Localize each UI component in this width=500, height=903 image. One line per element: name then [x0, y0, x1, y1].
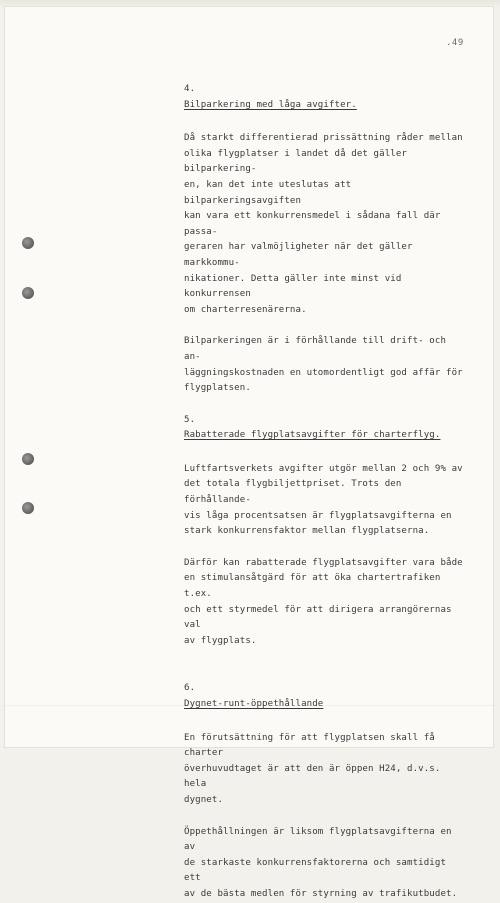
page-number: .49	[446, 38, 464, 48]
section-6	[184, 681, 464, 902]
punch-hole	[22, 502, 34, 514]
section-number: 6.	[184, 683, 196, 694]
section-4	[184, 82, 464, 397]
section-5	[184, 413, 464, 650]
section-heading: Bilparkering med låga avgifter.	[184, 99, 357, 110]
paragraph: Bilparkeringen är i förhållande till drift- och an- läggningskostnaden en utomordentligt god affär för flygplatsen.	[184, 336, 463, 394]
section-number: 4.	[184, 84, 196, 94]
paragraph: Då starkt differentierad prissättning råder mellan olika flygplatser i landet då det gäller bilparkering- en, kan det inte uteslutas att bilparkeringsavgiften kan vara ett konkurrensmedel i sådana fall där passa- geraren har valmöjligheter när det gäller markkommu- nikationer. Detta gäller inte minst vid konkurrensen om charterresenärerna.	[184, 133, 463, 315]
paragraph: Därför kan rabatterade flygplatsavgifter vara både en stimulansåtgärd för att öka chartertrafiken t.ex. och ett styrmedel för att dirigera arrangörernas val av flygplats.	[184, 557, 463, 646]
paragraph: Luftfartsverkets avgifter utgör mellan 2 och 9% av det totala flygbiljettpriset. Trots den förhållande- vis låga procentsatsen är flygplatsavgifterna en stark konkurrensfaktor mellan flygplatserna.	[184, 463, 463, 537]
section-heading: Rabatterade flygplatsavgifter för charterflyg.	[184, 430, 441, 441]
paragraph: Öppethållningen är liksom flygplatsavgifterna en av de starkaste konkurrensfaktorerna och samtidigt ett av de bästa medlen för styrning av trafikutbudet.	[184, 826, 458, 899]
section-heading: Dygnet-runt-öppethållande	[184, 699, 324, 709]
document-body	[184, 82, 464, 903]
punch-hole	[22, 287, 34, 299]
section-number: 5.	[184, 414, 196, 425]
punch-hole	[22, 453, 34, 465]
punch-hole	[22, 237, 34, 249]
paragraph: En förutsättning för att flygplatsen skall få charter överhuvudtaget är att den är öppen H24, d.v.s. hela dygnet.	[184, 732, 441, 805]
